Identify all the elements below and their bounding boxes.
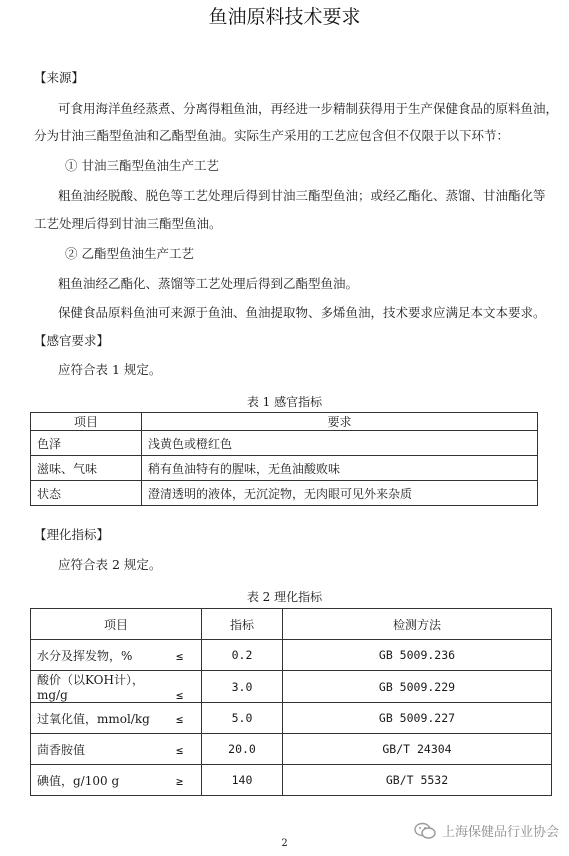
table-cell: 20.0 [202,734,283,765]
table-row [31,765,552,796]
table-cell: 稍有鱼油特有的腥味，无鱼油酸败味 [142,456,538,481]
limit-symbol: ≤ [176,711,183,726]
table-caption: 表 2 理化指标 [246,590,323,604]
table-row [31,703,552,734]
table-cell: 0.2 [202,640,283,671]
page-number: 2 [281,838,288,849]
table-caption: 表 1 感官指标 [246,395,323,409]
table-row [31,481,538,506]
table-reference-note: 应符合表 2 规定。 [58,557,162,572]
wechat-icon [414,822,436,840]
table-cell [31,734,202,765]
source-paragraph-line: 分为甘油三酯型鱼油和乙酯型鱼油。实际生产采用的工艺应包含但不仅限于以下环节： [34,128,510,143]
table-cell: 滋味、气味 [31,456,142,481]
table-cell: GB 5009.236 [283,640,552,671]
item-name: 茴香胺值 [37,742,86,757]
section-heading-physchem: 【理化指标】 [34,527,110,542]
table-header-cell: 项目 [31,413,142,431]
table-row [31,640,552,671]
table-cell: GB/T 24304 [283,734,552,765]
physchem-table [30,608,552,796]
limit-symbol: ≤ [176,688,183,702]
table-header-cell: 检测方法 [283,609,552,640]
table-cell: GB 5009.229 [283,671,552,703]
process-item-title: ② 乙酯型鱼油生产工艺 [65,246,194,261]
table-cell: GB 5009.227 [283,703,552,734]
sensory-table [30,412,538,506]
table-row [31,734,552,765]
limit-symbol: ≥ [176,773,183,788]
table-cell: 色泽 [31,431,142,456]
section-heading-sensory: 【感官要求】 [34,333,110,348]
limit-symbol: ≤ [176,648,183,663]
table-header-row [31,413,538,431]
table-cell [31,765,202,796]
table-cell: 5.0 [202,703,283,734]
watermark-text: 上海保健品行业协会 [441,825,559,840]
limit-symbol: ≤ [176,742,183,757]
table-header-cell: 指标 [202,609,283,640]
table-header-row [31,609,552,640]
table-reference-note: 应符合表 1 规定。 [58,362,162,377]
table-cell [31,703,202,734]
table-cell [31,640,202,671]
item-name: 过氧化值，mmol/kg [37,711,150,726]
table-cell [31,671,202,703]
item-name: 水分及挥发物，% [37,648,133,663]
source-paragraph-line: 保健食品原料鱼油可来源于鱼油、鱼油提取物、多烯鱼油，技术要求应满足本文本要求。 [58,305,546,320]
process-item-text: 工艺处理后得到甘油三酯型鱼油。 [34,216,222,231]
table-cell: 状态 [31,481,142,506]
table-cell: 140 [202,765,283,796]
table-row [31,456,538,481]
process-item-text: 粗鱼油经乙酯化、蒸馏等工艺处理后得到乙酯型鱼油。 [58,276,359,291]
table-header-cell: 项目 [31,609,202,640]
table-cell: 浅黄色或橙红色 [142,431,538,456]
table-row [31,431,538,456]
table-cell: GB/T 5532 [283,765,552,796]
table-row [31,671,552,703]
process-item-title: ① 甘油三酯型鱼油生产工艺 [65,158,219,173]
section-heading-source: 【来源】 [34,70,85,85]
table-cell: 澄清透明的液体，无沉淀物，无肉眼可见外来杂质 [142,481,538,506]
source-paragraph-line: 可食用海洋鱼经蒸煮、分离得粗鱼油，再经进一步精制获得用于生产保健食品的原料鱼油， [58,101,559,116]
page-title: 鱼油原料技术要求 [208,6,361,28]
item-name: 酸价（以KOH计），mg/g [37,673,144,702]
item-name: 碘值，g/100 g [37,773,120,788]
table-header-cell: 要求 [142,413,538,431]
process-item-text: 粗鱼油经脱酸、脱色等工艺处理后得到甘油三酯型鱼油；或经乙酯化、蒸馏、甘油酯化等 [58,188,546,203]
table-cell: 3.0 [202,671,283,703]
